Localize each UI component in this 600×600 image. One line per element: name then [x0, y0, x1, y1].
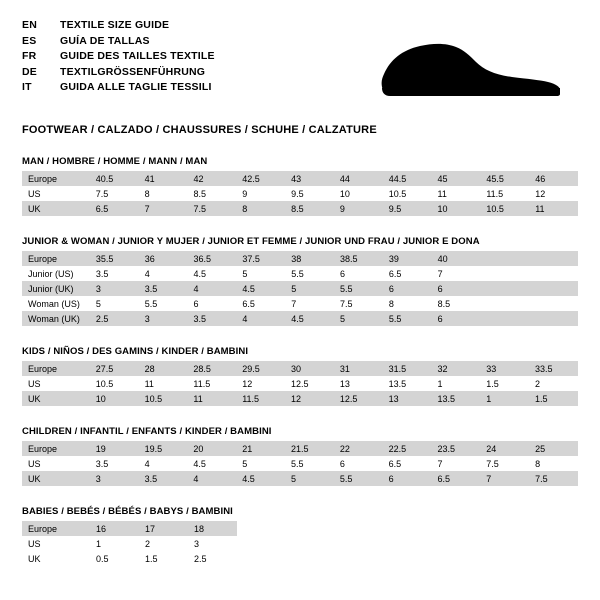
cell: 19 [90, 441, 139, 456]
cell: 13 [334, 376, 383, 391]
row-label: Junior (UK) [22, 281, 90, 296]
cell: 7 [431, 456, 480, 471]
cell: 35.5 [90, 251, 139, 266]
cell: 33.5 [529, 361, 578, 376]
cell: 7.5 [480, 456, 529, 471]
cell: 3 [90, 471, 139, 486]
cell [529, 266, 578, 281]
cell: 13.5 [383, 376, 432, 391]
cell: 3.5 [139, 471, 188, 486]
cell: 4 [139, 456, 188, 471]
cell: 37.5 [236, 251, 285, 266]
cell: 33 [480, 361, 529, 376]
cell: 11 [529, 201, 578, 216]
cell: 4.5 [285, 311, 334, 326]
cell: 38.5 [334, 251, 383, 266]
cell: 8 [529, 456, 578, 471]
cell: 2.5 [90, 311, 139, 326]
language-code: IT [22, 81, 32, 93]
cell: 3 [139, 311, 188, 326]
cell: 1.5 [529, 391, 578, 406]
cell: 38 [285, 251, 334, 266]
cell: 7 [285, 296, 334, 311]
cell: 46 [529, 171, 578, 186]
cell: 18 [188, 521, 237, 536]
size-table [22, 361, 578, 406]
cell: 27.5 [90, 361, 139, 376]
table-row [22, 311, 578, 326]
cell: 6 [188, 296, 237, 311]
cell: 40.5 [90, 171, 139, 186]
language-title: TEXTILE SIZE GUIDE [60, 19, 170, 31]
cell: 6 [334, 456, 383, 471]
cell: 10 [90, 391, 139, 406]
cell: 31 [334, 361, 383, 376]
cell: 7.5 [334, 296, 383, 311]
cell: 8 [383, 296, 432, 311]
language-row [22, 18, 215, 34]
language-title: GUÍA DE TALLAS [60, 34, 150, 47]
row-label: Woman (US) [22, 296, 90, 311]
table-row [22, 201, 578, 216]
cell: 41 [139, 171, 188, 186]
language-code: ES [22, 34, 37, 47]
cell: 11 [139, 376, 188, 391]
document-header [22, 18, 578, 110]
language-row [22, 49, 215, 65]
cell: 44.5 [383, 171, 432, 186]
cell: 28.5 [187, 361, 236, 376]
cell: 9.5 [285, 186, 334, 201]
language-row [22, 34, 215, 50]
row-label: UK [22, 551, 90, 566]
cell: 40 [432, 251, 481, 266]
cell: 42.5 [236, 171, 285, 186]
cell: 7 [432, 266, 481, 281]
cell: 22.5 [383, 441, 432, 456]
cell [529, 281, 578, 296]
cell: 8 [139, 186, 188, 201]
size-group-kids [22, 346, 578, 406]
cell: 10.5 [383, 186, 432, 201]
language-row [22, 80, 215, 96]
cell: 6 [432, 311, 481, 326]
row-label: US [22, 536, 90, 551]
cell: 4.5 [188, 266, 237, 281]
cell [480, 251, 529, 266]
group-title: MAN / HOMBRE / HOMME / MANN / MAN [22, 156, 208, 167]
cell: 3 [188, 536, 237, 551]
table-row [22, 186, 578, 201]
cell: 10.5 [90, 376, 139, 391]
cell: 3.5 [139, 281, 188, 296]
cell: 8.5 [187, 186, 236, 201]
group-title: BABIES / BEBÉS / BÉBÉS / BABYS / BAMBINI [22, 506, 233, 517]
cell: 6 [383, 471, 432, 486]
language-title: TEXTILGRÖSSENFÜHRUNG [60, 65, 206, 78]
cell: 6 [334, 266, 383, 281]
group-title: JUNIOR & WOMAN / JUNIOR Y MUJER / JUNIOR ET FEMME / JUNIOR UND FRAU / JUNIOR E DONA [22, 236, 480, 247]
cell: 39 [383, 251, 432, 266]
cell: 5 [236, 456, 285, 471]
cell: 5 [236, 266, 285, 281]
cell: 7.5 [529, 471, 578, 486]
cell: 12.5 [334, 391, 383, 406]
row-label: UK [22, 471, 90, 486]
cell: 5.5 [383, 311, 432, 326]
cell: 11 [432, 186, 481, 201]
cell: 11.5 [480, 186, 529, 201]
cell: 22 [334, 441, 383, 456]
table-row [22, 536, 237, 551]
size-group-junior-woman [22, 236, 578, 326]
cell: 9 [334, 201, 383, 216]
language-title: GUIDE DES TAILLES TEXTILE [60, 50, 215, 62]
cell: 4.5 [236, 281, 285, 296]
cell: 36 [139, 251, 188, 266]
table-row [22, 251, 578, 266]
cell: 42 [187, 171, 236, 186]
cell [529, 251, 578, 266]
cell [480, 311, 529, 326]
cell: 6.5 [383, 266, 432, 281]
cell: 1 [431, 376, 480, 391]
cell: 5 [90, 296, 139, 311]
cell: 12 [285, 391, 334, 406]
table-row [22, 376, 578, 391]
cell: 5 [285, 281, 334, 296]
cell [529, 311, 578, 326]
cell: 2 [139, 536, 188, 551]
cell: 6.5 [236, 296, 285, 311]
cell: 12.5 [285, 376, 334, 391]
table-row [22, 441, 578, 456]
cell: 10.5 [139, 391, 188, 406]
language-code: DE [22, 65, 37, 78]
cell: 7.5 [90, 186, 139, 201]
cell: 8.5 [432, 296, 481, 311]
cell: 31.5 [383, 361, 432, 376]
table-row [22, 281, 578, 296]
cell: 1 [90, 536, 139, 551]
cell: 6.5 [431, 471, 480, 486]
cell: 16 [90, 521, 139, 536]
group-title: CHILDREN / INFANTIL / ENFANTS / KINDER / BAMBINI [22, 426, 272, 437]
table-row [22, 171, 578, 186]
cell: 24 [480, 441, 529, 456]
cell: 10 [334, 186, 383, 201]
cell: 45.5 [480, 171, 529, 186]
cell: 5.5 [285, 456, 334, 471]
cell [480, 296, 529, 311]
row-label: US [22, 456, 90, 471]
cell: 3.5 [188, 311, 237, 326]
language-row [22, 65, 215, 81]
cell: 21 [236, 441, 285, 456]
row-label: UK [22, 391, 90, 406]
cell: 9.5 [383, 201, 432, 216]
cell: 17 [139, 521, 188, 536]
cell: 4.5 [236, 471, 285, 486]
cell: 5.5 [285, 266, 334, 281]
language-title-list-body [22, 18, 215, 96]
cell: 3.5 [90, 266, 139, 281]
language-code: EN [22, 19, 37, 31]
cell: 5 [334, 311, 383, 326]
row-label: Europe [22, 171, 90, 186]
size-table [22, 441, 578, 486]
page-title: FOOTWEAR / CALZADO / CHAUSSURES / SCHUHE / CALZATURE [22, 124, 377, 136]
row-label: Woman (UK) [22, 311, 90, 326]
table-row [22, 551, 237, 566]
table-row [22, 471, 578, 486]
cell: 5.5 [334, 281, 383, 296]
size-table [22, 171, 578, 216]
table-row [22, 296, 578, 311]
cell: 4.5 [187, 456, 236, 471]
group-title: KIDS / NIÑOS / DES GAMINS / KINDER / BAMBINI [22, 346, 249, 357]
cell: 23.5 [431, 441, 480, 456]
cell: 12 [236, 376, 285, 391]
cell: 12 [529, 186, 578, 201]
cell: 4 [188, 281, 237, 296]
cell: 6 [432, 281, 481, 296]
table-row [22, 456, 578, 471]
size-group-children [22, 426, 578, 486]
cell: 6.5 [90, 201, 139, 216]
cell: 28 [139, 361, 188, 376]
cell: 29.5 [236, 361, 285, 376]
cell: 21.5 [285, 441, 334, 456]
cell: 7 [139, 201, 188, 216]
cell: 7 [480, 471, 529, 486]
cell: 1.5 [139, 551, 188, 566]
cell: 45 [432, 171, 481, 186]
table-row [22, 266, 578, 281]
language-code: FR [22, 50, 37, 62]
size-table [22, 521, 237, 566]
table-row [22, 361, 578, 376]
cell: 2 [529, 376, 578, 391]
cell [529, 296, 578, 311]
cell: 5 [285, 471, 334, 486]
cell: 13 [383, 391, 432, 406]
cell: 43 [285, 171, 334, 186]
cell: 1 [480, 391, 529, 406]
cell: 11 [187, 391, 236, 406]
cell: 10 [432, 201, 481, 216]
cell: 44 [334, 171, 383, 186]
cell: 32 [431, 361, 480, 376]
row-label: US [22, 186, 90, 201]
language-title-list [22, 18, 215, 96]
dress-shoe-icon [372, 30, 572, 100]
cell: 36.5 [188, 251, 237, 266]
cell: 5.5 [139, 296, 188, 311]
cell: 13.5 [431, 391, 480, 406]
table-row [22, 391, 578, 406]
cell: 4 [187, 471, 236, 486]
language-title: GUIDA ALLE TAGLIE TESSILI [60, 81, 212, 93]
cell: 20 [187, 441, 236, 456]
cell: 11.5 [236, 391, 285, 406]
cell: 6.5 [383, 456, 432, 471]
cell: 25 [529, 441, 578, 456]
cell: 2.5 [188, 551, 237, 566]
table-row [22, 521, 237, 536]
cell [480, 281, 529, 296]
row-label: US [22, 376, 90, 391]
size-group-babies [22, 506, 578, 566]
cell: 1.5 [480, 376, 529, 391]
cell: 7.5 [187, 201, 236, 216]
cell: 8.5 [285, 201, 334, 216]
cell: 4 [139, 266, 188, 281]
cell: 8 [236, 201, 285, 216]
cell: 3 [90, 281, 139, 296]
cell [480, 266, 529, 281]
cell: 11.5 [187, 376, 236, 391]
row-label: Europe [22, 251, 90, 266]
cell: 0.5 [90, 551, 139, 566]
cell: 30 [285, 361, 334, 376]
row-label: Junior (US) [22, 266, 90, 281]
row-label: Europe [22, 521, 90, 536]
size-group-man [22, 156, 578, 216]
row-label: Europe [22, 361, 90, 376]
row-label: Europe [22, 441, 90, 456]
cell: 3.5 [90, 456, 139, 471]
row-label: UK [22, 201, 90, 216]
size-table [22, 251, 578, 326]
cell: 9 [236, 186, 285, 201]
cell: 4 [236, 311, 285, 326]
cell: 19.5 [139, 441, 188, 456]
cell: 10.5 [480, 201, 529, 216]
cell: 5.5 [334, 471, 383, 486]
cell: 6 [383, 281, 432, 296]
